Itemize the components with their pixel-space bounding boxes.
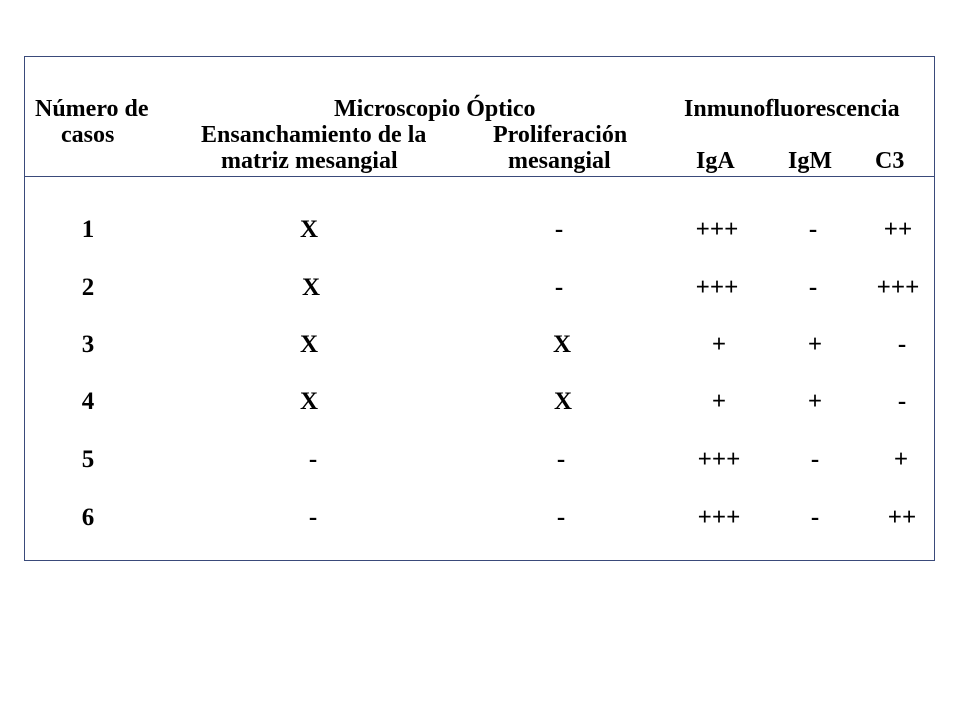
row-1-igm: - [808,216,818,243]
results-table [24,56,935,561]
row-4-proliferacion: X [553,388,573,415]
row-2-iga: +++ [695,274,739,301]
row-2-igm: - [808,274,818,301]
row-4-igm: + [807,388,823,415]
row-5-igm: - [810,446,820,473]
header-casos: casos [61,122,115,148]
row-1-c3: ++ [883,216,913,243]
row-5-ensanchamiento: - [308,446,318,473]
row-4-ensanchamiento: X [299,388,319,415]
row-2-c3: +++ [876,274,920,301]
row-6-proliferacion: - [556,504,566,531]
row-2-ensanchamiento: X [301,274,321,301]
row-6-caso: 6 [81,504,95,531]
row-6-c3: ++ [887,504,917,531]
header-matriz-mesangial: matriz mesangial [221,148,398,174]
row-5-c3: + [893,446,909,473]
row-3-caso: 3 [81,331,95,358]
header-ensanchamiento: Ensanchamiento de la [201,122,427,148]
row-3-proliferacion: X [552,331,572,358]
row-5-caso: 5 [81,446,95,473]
row-6-igm: - [810,504,820,531]
row-5-proliferacion: - [556,446,566,473]
header-igm: IgM [788,148,832,174]
row-2-proliferacion: - [554,274,564,301]
row-1-ensanchamiento: X [299,216,319,243]
row-1-proliferacion: - [554,216,564,243]
row-3-ensanchamiento: X [299,331,319,358]
row-4-iga: + [711,388,727,415]
header-divider [24,176,935,177]
header-c3: C3 [875,148,905,174]
row-2-caso: 2 [81,274,95,301]
header-inmunofluorescencia: Inmunofluorescencia [684,96,900,122]
row-4-c3: - [897,388,907,415]
header-microscopio-optico: Microscopio Óptico [334,96,536,122]
header-iga: IgA [696,148,735,174]
row-5-iga: +++ [697,446,741,473]
row-3-iga: + [711,331,727,358]
row-1-caso: 1 [81,216,95,243]
header-numero-de: Número de [35,96,149,122]
row-4-caso: 4 [81,388,95,415]
header-mesangial: mesangial [508,148,611,174]
row-3-c3: - [897,331,907,358]
header-proliferacion: Proliferación [493,122,628,148]
row-6-iga: +++ [697,504,741,531]
row-1-iga: +++ [695,216,739,243]
row-3-igm: + [807,331,823,358]
row-6-ensanchamiento: - [308,504,318,531]
